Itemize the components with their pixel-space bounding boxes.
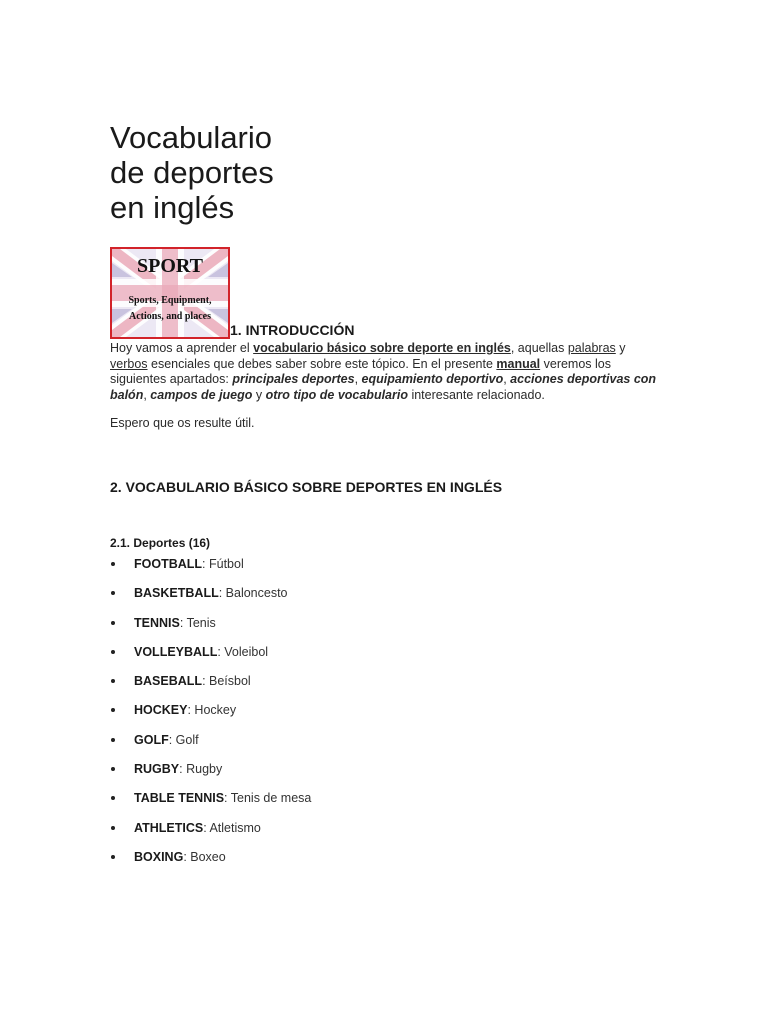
intro-text: ,	[503, 372, 511, 386]
intro-text: veremos los siguientes apartados:	[110, 356, 611, 386]
emphasis-text: equipamiento deportivo	[361, 372, 504, 386]
bullet-icon	[111, 708, 115, 712]
sport-name-es: : Boxeo	[183, 849, 226, 864]
sport-name-es: : Beísbol	[202, 674, 251, 689]
list-item	[110, 615, 670, 644]
intro-text: y	[252, 387, 266, 402]
list-item	[110, 761, 670, 790]
sport-name-es: : Rugby	[179, 762, 223, 777]
list-item	[110, 702, 670, 731]
list-item	[110, 820, 670, 849]
intro-text: Hoy vamos a aprender el	[110, 341, 254, 355]
list-item	[110, 644, 670, 673]
sport-name-es: : Tenis	[179, 615, 216, 630]
link-palabras[interactable]: palabras	[567, 341, 616, 355]
intro-heading: 1. INTRODUCCIÓN	[230, 322, 355, 338]
link-vocabulario-basico[interactable]: vocabulario básico sobre deporte en inglés	[253, 341, 511, 355]
list-item	[110, 673, 670, 702]
emphasis-text: otro tipo de vocabulario	[265, 387, 408, 402]
sport-name-en: RUGBY	[134, 762, 180, 777]
sport-name-en: TENNIS	[134, 615, 180, 630]
emphasis-text: principales deportes	[232, 372, 355, 386]
emphasis-text: campos de juego	[150, 387, 253, 402]
sport-name-en: ATHLETICS	[134, 820, 204, 835]
image-subtitle	[112, 293, 228, 325]
bullet-icon	[111, 650, 115, 654]
link-manual[interactable]: manual	[496, 356, 541, 371]
sport-flag-image	[110, 247, 230, 339]
sport-name-en: BASKETBALL	[134, 586, 219, 601]
intro-text: interesante relacionado.	[407, 387, 545, 402]
page-title: Vocabulario de deportes en inglés	[110, 120, 274, 225]
bullet-icon	[111, 621, 115, 625]
sport-name-en: BOXING	[134, 849, 184, 864]
link-verbos[interactable]: verbos	[110, 356, 148, 371]
bullet-icon	[111, 562, 115, 566]
list-item	[110, 790, 670, 819]
sport-name-es: : Hockey	[187, 703, 237, 718]
document-page	[110, 120, 670, 878]
bullet-icon	[111, 767, 115, 771]
bullet-icon	[111, 826, 115, 830]
sports-list	[110, 556, 670, 878]
list-item	[110, 556, 670, 585]
list-item	[110, 849, 670, 878]
bullet-icon	[111, 591, 115, 595]
sport-name-es: : Baloncesto	[218, 586, 288, 601]
closing-paragraph: Espero que os resulte útil.	[110, 416, 255, 430]
bullet-icon	[111, 796, 115, 800]
list-item	[110, 585, 670, 614]
sport-name-es: : Golf	[168, 732, 199, 747]
section-heading: 2. VOCABULARIO BÁSICO SOBRE DEPORTES EN INGLÉS	[110, 479, 503, 495]
sport-name-en: VOLLEYBALL	[134, 644, 218, 659]
subsection-heading: 2.1. Deportes (16)	[110, 536, 211, 550]
intro-row	[110, 247, 670, 339]
list-item	[110, 732, 670, 761]
sport-name-es: : Atletismo	[203, 820, 261, 835]
sport-name-en: TABLE TENNIS	[134, 791, 225, 806]
intro-text: , aquellas	[510, 341, 568, 355]
bullet-icon	[111, 855, 115, 859]
image-heading: SPORT	[137, 255, 203, 277]
intro-text: ,	[143, 387, 151, 402]
sport-name-es: : Tenis de mesa	[224, 791, 312, 806]
intro-text: y	[615, 341, 626, 355]
emphasis-text: acciones deportivas con balón	[110, 372, 657, 402]
image-subtitle-line: Actions, and places	[129, 311, 211, 322]
sport-name-en: BASEBALL	[134, 674, 203, 689]
intro-paragraph	[110, 341, 662, 403]
sport-name-en: HOCKEY	[134, 703, 188, 718]
intro-text: ,	[354, 372, 362, 386]
sport-name-en: GOLF	[134, 732, 169, 747]
intro-text: esenciales que debes saber sobre este tópico. En el presente	[147, 356, 497, 371]
bullet-icon	[111, 738, 115, 742]
sport-name-es: : Voleibol	[217, 644, 269, 659]
bullet-icon	[111, 679, 115, 683]
image-subtitle-line: Sports, Equipment,	[128, 295, 212, 306]
sport-name-es: : Fútbol	[202, 557, 244, 571]
sport-name-en: FOOTBALL	[134, 557, 203, 571]
